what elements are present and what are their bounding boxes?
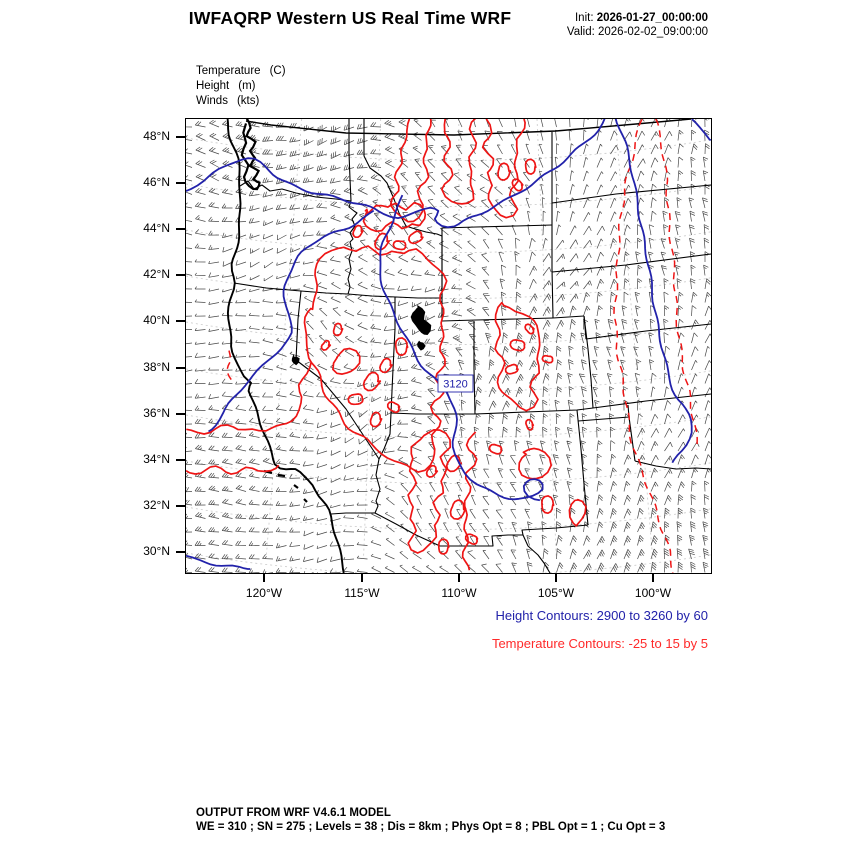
lat-tick xyxy=(176,505,185,507)
field-legend xyxy=(196,64,286,109)
lat-tick-label: 46°N xyxy=(143,175,170,189)
legend-field-unit: (m) xyxy=(238,80,256,92)
model-info-line2: WE = 310 ; SN = 275 ; Levels = 38 ; Dis = 8km ; Phys Opt = 8 ; PBL Opt = 1 ; Cu Opt = 3 xyxy=(196,821,666,833)
temperature-contour-legend: Temperature Contours: -25 to 15 by 5 xyxy=(491,636,708,651)
legend-field-label: Temperature xyxy=(196,65,261,77)
lon-tick xyxy=(361,573,363,582)
model-info-line1: OUTPUT FROM WRF V4.6.1 MODEL xyxy=(196,807,391,819)
legend-field-unit: (kts) xyxy=(236,95,260,107)
legend-field-unit: (C) xyxy=(269,65,286,77)
contour-label-group xyxy=(438,375,473,392)
lat-tick-label: 44°N xyxy=(143,221,170,235)
lat-tick xyxy=(176,413,185,415)
lon-tick xyxy=(458,573,460,582)
lat-tick-label: 48°N xyxy=(143,129,170,143)
lon-tick-label: 110°W xyxy=(441,586,477,600)
lat-tick xyxy=(176,320,185,322)
map-svg xyxy=(186,119,711,573)
lat-tick xyxy=(176,551,185,553)
lat-tick xyxy=(176,182,185,184)
lat-tick-label: 34°N xyxy=(143,452,170,466)
lat-tick-label: 42°N xyxy=(143,267,170,281)
lat-tick xyxy=(176,274,185,276)
model-info xyxy=(196,806,665,834)
lat-tick-label: 40°N xyxy=(143,313,170,327)
lon-tick-label: 105°W xyxy=(537,586,575,600)
lon-tick xyxy=(555,573,557,582)
legend-field-label: Height xyxy=(196,80,230,92)
page-title: IWFAQRP Western US Real Time WRF xyxy=(188,8,512,28)
legend-field-label: Winds xyxy=(196,95,228,107)
lon-tick xyxy=(263,573,265,582)
lon-tick xyxy=(652,573,654,582)
height-contour-value-label: 3120 xyxy=(443,378,468,391)
lon-tick-label: 115°W xyxy=(344,586,380,600)
lat-tick-label: 32°N xyxy=(143,498,170,512)
lat-tick xyxy=(176,228,185,230)
lat-tick-label: 36°N xyxy=(143,406,170,420)
legend-field-row xyxy=(196,94,286,109)
height-contour-legend: Height Contours: 2900 to 3260 by 60 xyxy=(495,608,708,623)
run-info xyxy=(480,11,708,39)
lat-tick xyxy=(176,367,185,369)
lon-tick-label: 100°W xyxy=(634,586,672,600)
lon-tick-label: 120°W xyxy=(245,586,283,600)
lat-tick-label: 30°N xyxy=(143,544,170,558)
map-panel xyxy=(185,118,712,574)
lat-tick xyxy=(176,459,185,461)
lat-tick-label: 38°N xyxy=(143,360,170,374)
legend-field-row xyxy=(196,64,286,79)
valid-time: Valid: 2026-02-02_09:00:00 xyxy=(566,26,708,38)
lat-tick xyxy=(176,136,185,138)
legend-field-row xyxy=(196,79,286,94)
init-time: Init: 2026-01-27_00:00:00 xyxy=(574,12,708,24)
